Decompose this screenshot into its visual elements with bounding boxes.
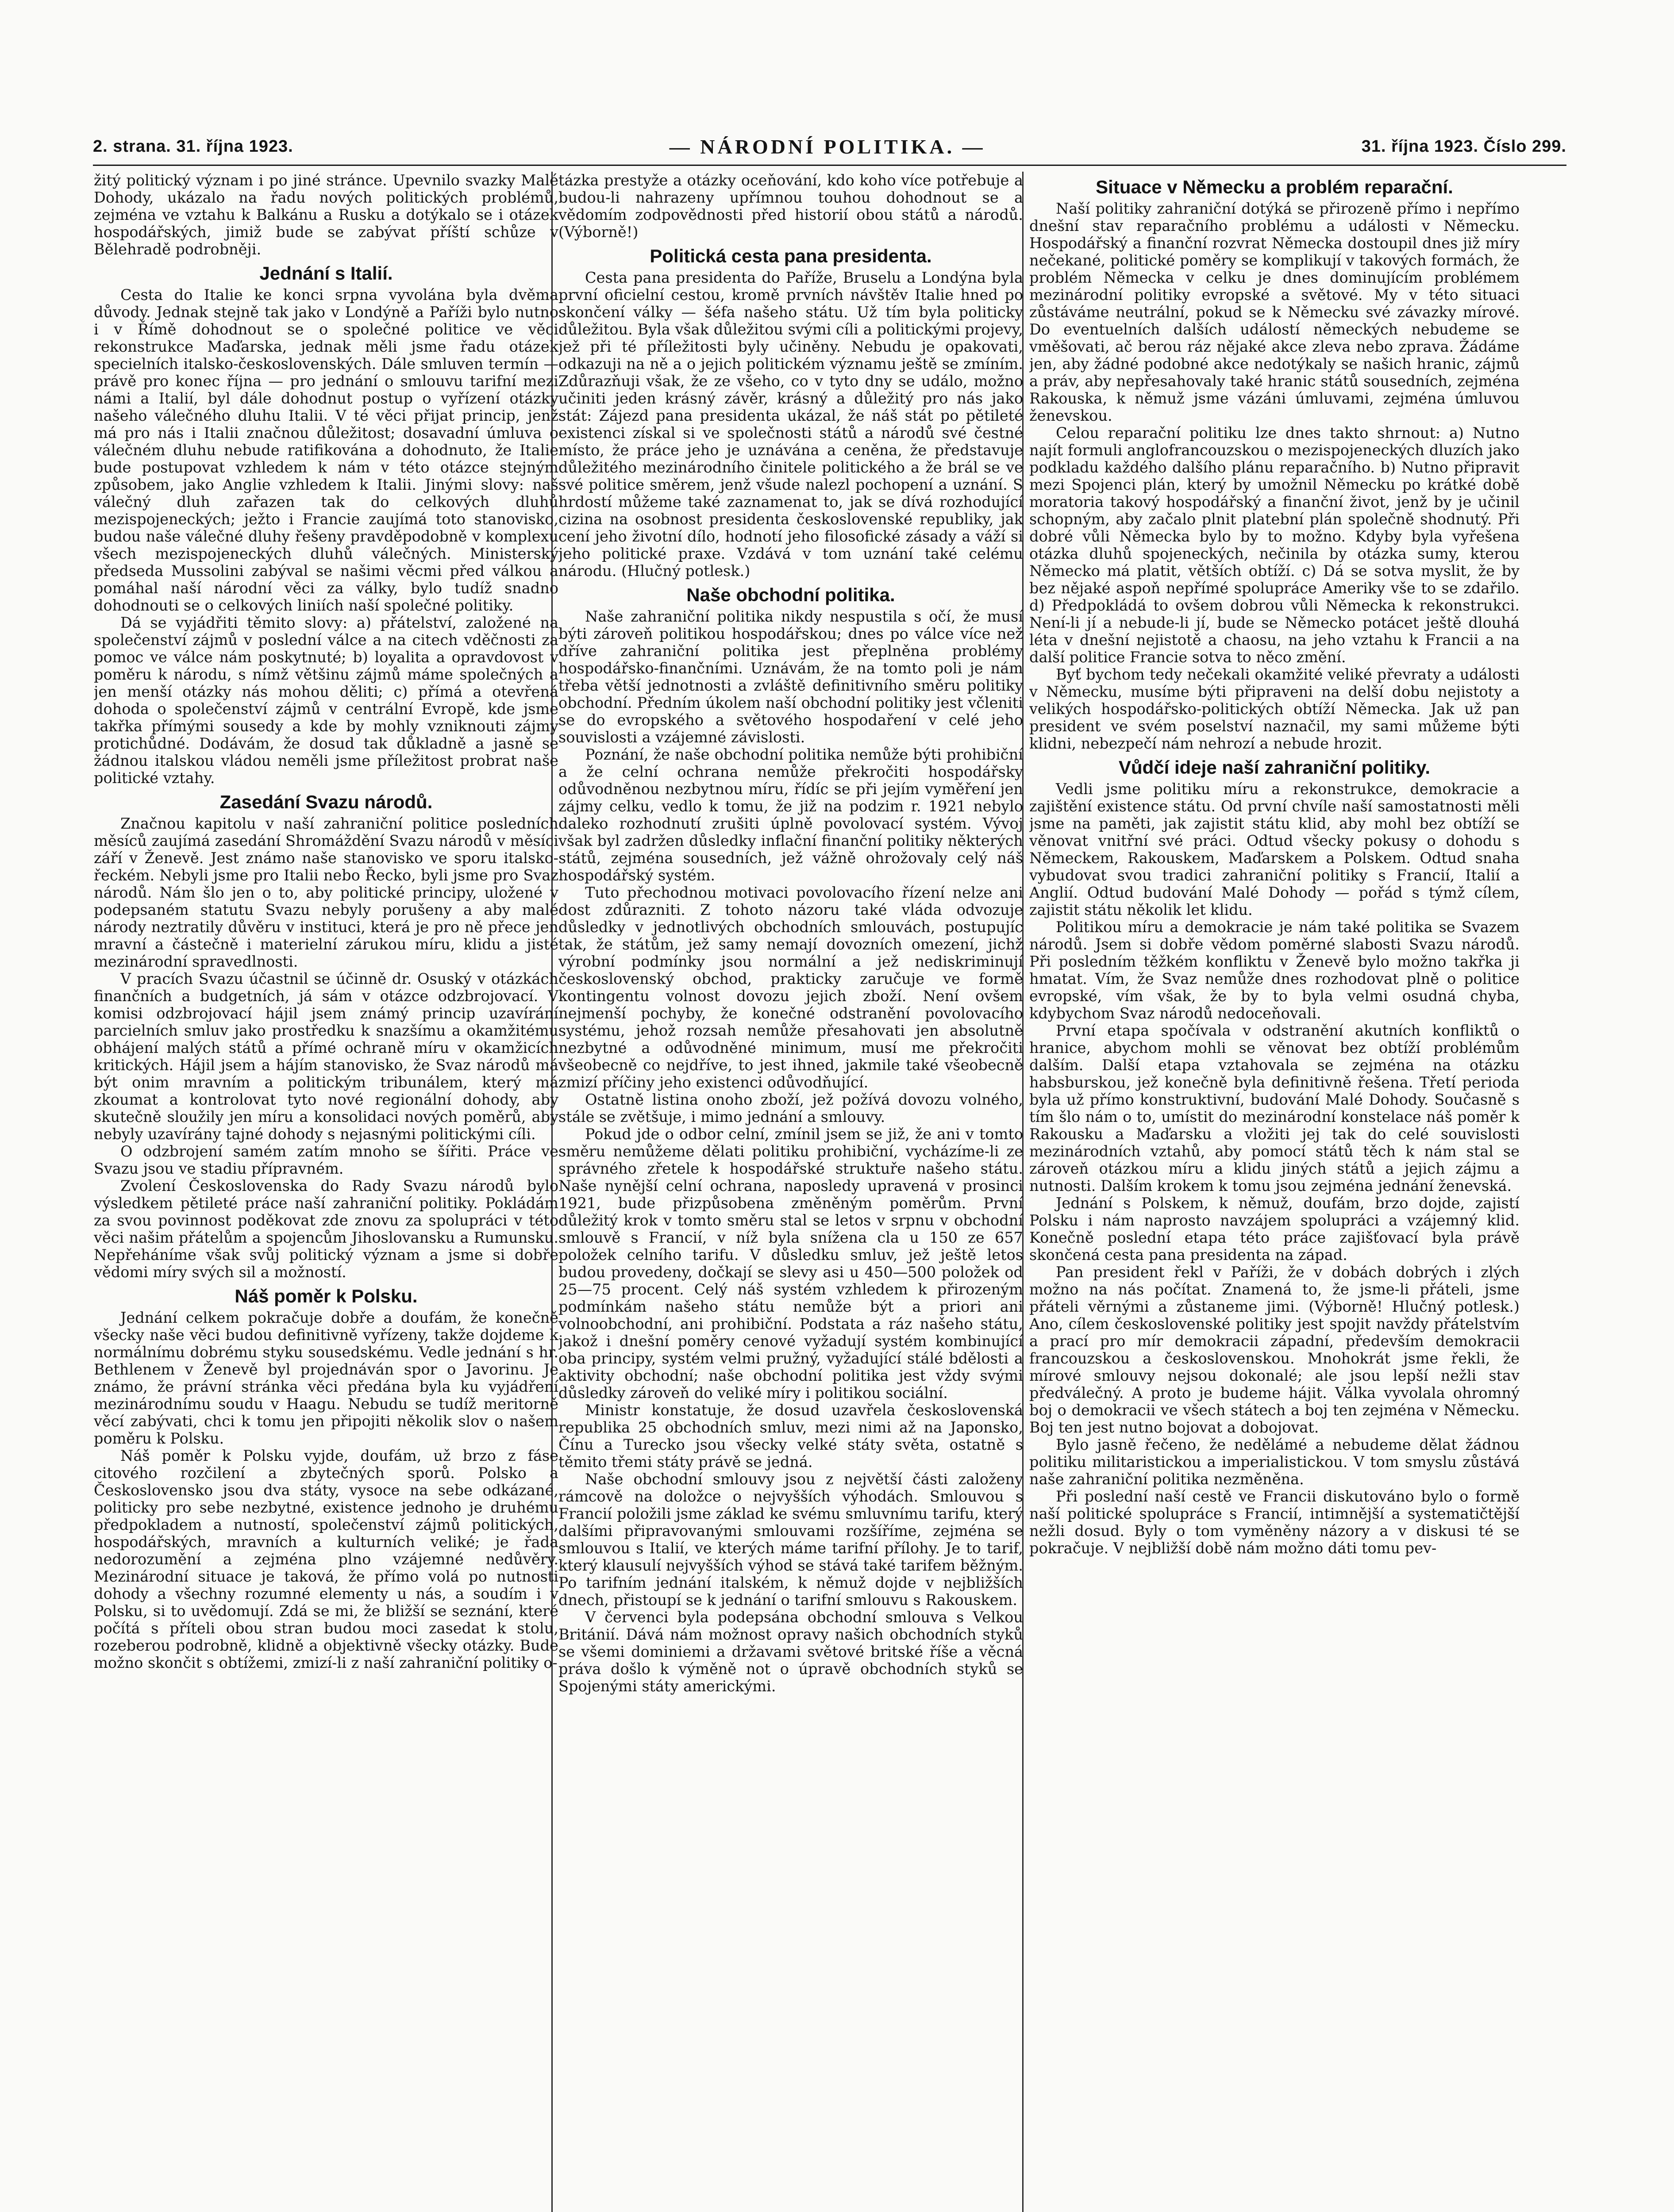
header-right: 31. října 1923. Číslo 299.: [1361, 137, 1566, 156]
section-heading: Vůdčí ideje naší zahraniční politiky.: [1118, 757, 1431, 778]
page-header: [93, 133, 1566, 160]
column-1: [94, 172, 558, 2212]
paragraph: Náš poměr k Polsku vyjde, doufám, už brzo z fáse citového rozčilení a zbytečných sporů. Polsko a Československo jsou dva státy, vysoce na sebe odkázané, politicky pro sebe nezbytné, existence jednoho je druhému předpokladem a nutností, společenství zájmů politických, hospodářských, mravních a kulturních veliké; je řada nedorozumění a zejména plno vzájemné nedůvěry. Mezinárodní situace je taková, že přímo volá po nutnosti dohody a všechny rozumné elementy u nás, a soudím i v Polsku, si to uvědomují. Zdá se mi, že bližší se seznání, které počítá s příteli obou stran budou moci zasedat k stolu, rozeberou podrobně, klidně a objektivně všecky otázky. Bude možno skončit s obtížemi, zmizí-li z naší zahraniční politiky o-: [94, 1447, 558, 1671]
paragraph: Pan president řekl v Paříži, že v dobách dobrých i zlých možno na nás počítat. Znamená to, že jsme-li přáteli, jsme přáteli věrnými a zůstaneme jimi. (Výborně! Hlučný potlesk.) Ano, cílem československé politiky jest spojit navždy přátelstvím a prací pro mír demokracii západní, především demokracii francouzskou a československou. Mnohokrát jsme řekli, že mírové smlouvy nejsou dokonalé; ale jsou lepší nežli stav předválečný. A proto je budeme hájit. Válka vyvolala ohromný boj o demokracii ve všech státech a boj ten zejména v Německu. Boj ten jest nutno bojovat a dobojovat.: [1029, 1263, 1520, 1436]
paragraph: žitý politický význam i po jiné stránce. Upevnilo svazky Malé Dohody, ukázalo na řadu nových politických problémů, zejména ve vztahu k Balkánu a Rusku a dotýkalo se i otázek hospodářských, jimiž bude se zabývat příští schůze v Bělehradě podrobněji.: [94, 172, 558, 258]
paragraph: Dá se vyjádřiti těmito slovy: a) přátelství, založené na společenství zájmů v poslední válce a na citech vděčnosti za pomoc ve válce nám poskytnuté; b) loyalita a opravdovost v poměru k národu, s nímž většinu zájmů máme společných a jen menší otázky nás mohou děliti; c) přímá a otevřená dohoda o společenství zájmů v centrální Evropě, kde jsme takřka přímými sousedy a kde by mohly vzniknouti zájmy protichůdné. Dodávám, že dosud tak důkladně a jasně se žádnou italskou vládou neměli jsme příležitost probrat naše politické vztahy.: [94, 614, 558, 787]
paragraph: Cesta do Italie ke konci srpna vyvolána byla dvěma důvody. Jednak stejně tak jako v Londýně a Paříži bylo nutno i v Římě dohodnout se o společné politice ve věci rekonstrukce Maďarska, jednak měli jsme řadu otázek specielních italsko-československých. Dále smluven termín — právě pro konec října — pro jednání o smlouvu tarifní mezi námi a Italií, byl dále dohodnut postup o vyřízení otázky našeho válečného dluhu Italii. V té věci přijat princip, jenž má pro nás i Italii značnou důležitost; dosavadní úmluva o válečném dluhu nebude ratifikována a dohodnuto, že Italie bude postupovat vzhledem k nám v této otázce stejným způsobem, jako Anglie vzhledem k Italii. Jinými slovy: naš válečný dluh zařazen tak do celkových dluhů mezispojeneckých; ježto i Francie zaujímá toto stanovisko, budou naše válečné dluhy řešeny pravděpodobně v komplexu všech mezispojeneckých dluhů válečných. Ministerský předseda Mussolini zabýval se našimi věcmi před válkou a pomáhal naší národní věci za války, bylo tudíž snadno dohodnouti se o celkových liniích naší společné politiky.: [94, 286, 558, 614]
paragraph: Naší politiky zahraniční dotýká se přirozeně přímo i nepřímo dnešní stav reparačního problému a události v Německu. Hospodářský a finanční rozvrat Německa dostoupil dnes již míry nečekané, politické poměry se komplikují v takových formách, že problém Německa v celku je dnes dominujícím problémem mezinárodní politiky evropské a světové. My v této situaci zůstáváme neutrální, pokud se k Německu své závazky mírové. Do eventuelních dalších událostí německých nebudeme se vměšovati, ač berou ráz nějaké akce zleva nebo zprava. Žádáme jen, aby žádné podobné akce nedotýkaly se našich hranic, zájmů a práv, aby nepřesahovaly také hranic států sousedních, zejména Rakouska, k němuž jsme vázáni úmluvami, zejména úmluvou ženevskou.: [1029, 200, 1520, 424]
section-heading: Naše obchodní politika.: [686, 584, 895, 605]
paragraph: Tuto přechodnou motivaci povolovacího řízení nelze ani dost zdůrazniti. Z tohoto názoru také vláda odvozuje důsledky v jednotlivých obchodních smlouvách, postupujíc tak, že státům, jež samy nemají dovozních omezení, jichž výrobní podmínky jsou normální a jež nediskriminují československý obchod, prakticky zaručuje ve formě kontingentu volnost dovozu jejich zboží. Není ovšem nejmenší pochyby, že konečné odstranění povolovacího systému, jehož rozsah nemůže přesahovati jen absolutně nezbytné a odůvodněné minimum, musí me překročiti všeobecně co nejdříve, to jest ihned, jakmile také všeobecně zmizí příčiny jeho existenci odůvodňující.: [558, 884, 1023, 1091]
section-heading: Zasedání Svazu národů.: [219, 791, 433, 812]
column-3: [1029, 172, 1520, 2212]
section-heading: Náš poměr k Polsku.: [235, 1286, 418, 1306]
paragraph: Vedli jsme politiku míru a rekonstrukce, demokracie a zajištění existence státu. Od první chvíle naší samostatnosti měli jsme na paměti, jak zajistit státu klid, aby mohl bez obtíží se věnovat vnitřní své práci. Odtud všecky pokusy o dohodu s Německem, Rakouskem, Maďarskem a Polskem. Odtud snaha vybudovat svou tradici zahraniční politiky s Francií, Italií a Anglií. Odtud budování Malé Dohody — pořád s týmž cílem, zajistit státu několik let klidu.: [1029, 780, 1520, 918]
paragraph: Bylo jasně řečeno, že nedělámé a nebudeme dělat žádnou politiku militaristickou a imperialistickou. V tom smyslu zůstává naše zahraniční politika nezměněna.: [1029, 1436, 1520, 1488]
header-rule: [93, 165, 1566, 166]
paragraph: Naše obchodní smlouvy jsou z největší části založeny rámcově na doložce o nejvyšších výhodách. Smlouvou s Francií položili jsme základ ke svému smluvnímu tarifu, který dalšími připravovanými smlouvami rozšíříme, zejména se smlouvou s Italií, ve kterých máme tarifní přílohy. Je to tarif, který klausulí nejvyšších výhod se stává také tarifem běžným. Po tarifním jednání italském, k němuž dojde v nejbližších dnech, přistoupí se k jednání o tarifní smlouvu s Rakouskem.: [558, 1471, 1023, 1609]
paragraph: Ostatně listina onoho zboží, jež požívá dovozu volného, stále se zvětšuje, i mimo jednání a smlouvy.: [558, 1091, 1023, 1125]
paragraph: První etapa spočívala v odstranění akutních konfliktů o hranice, abychom mohli se věnovat bez obtíží problémům dalším. Další etapa vztahovala se zejména na otázku habsburskou, jež konečně byla definitivně řešena. Třetí perioda byla už přímo konstruktivní, budování Malé Dohody. Současně s tím šlo nám o to, umístit do mezinárodní konstelace náš poměr k Rakousku a Maďarsku a vložiti jej tak do celé souvislosti mezinárodních vztahů, aby pomocí států těch k nám stal se zároveň otázkou míru a klidu jiných států a jejich zájmu a nutnosti. Dalším krokem k tomu jsou zejména jednání ženevská.: [1029, 1022, 1520, 1194]
section-heading: Situace v Německu a problém reparační.: [1096, 177, 1453, 197]
section-heading: Politická cesta pana presidenta.: [650, 246, 932, 266]
paragraph: Při poslední naší cestě ve Francii diskutováno bylo o formě naší politické spolupráce s Francií, intimnější a systematičtější nežli dosud. Byly o tom vyměněny názory a v diskusi té se pokračuje. V nejbližší době nám možno dáti tomu pev-: [1029, 1488, 1520, 1557]
paragraph: Poznání, že naše obchodní politika nemůže býti prohibiční a že celní ochrana nemůže překročiti hospodářsky odůvodněnou nezbytnou míru, řídíc se při jejím vyměření jen zájmy celku, vedlo k tomu, že již na podzim r. 1921 nebylo daleko rozhodnutí zrušiti úplně povolovací systém. Vývoj však byl zadržen důsledky inflační finanční politiky některých států, zejména sousedních, jež vážně ohrožovaly celý náš hospodářský systém.: [558, 746, 1023, 884]
paragraph: Ministr konstatuje, že dosud uzavřela československá republika 25 obchodních smluv, mezi nimi až na Japonsko, Čínu a Turecko jsou všecky velké státy světa, ostatně s těmito třemi státy právě se jedná.: [558, 1402, 1023, 1471]
paragraph: V pracích Svazu účastnil se účinně dr. Osuský v otázkách finančních a budgetních, já sám v otázce odzbrojovací. V komisi odzbrojovací hájil jsem známý princip uzavírání parcielních smluv jako prostředku k snazšímu a okamžitému obhájení malých států a přímé ochraně míru v okamžicích kritických. Hájil jsem a hájím stanovisko, že Svaz národů má být onim mravním a politickým tribunálem, který má zkoumat a kontrolovat tyto nové regionální dohody, aby skutečně sloužily jen míru a konsolidaci nových poměrů, aby nebyly uzavírány tajné dohody s nejasnými politickými cíli.: [94, 970, 558, 1143]
paragraph: Cesta pana presidenta do Paříže, Bruselu a Londýna byla první oficielní cestou, kromě prvních návštěv Italie hned po skončení války — šéfa našeho státu. Už tím byla politicky důležitou. Byla však důležitou svými cíli a politickými projevy, jež při té příležitosti byly učiněny. Nebudu je opakovati, odkazuji na ně a o jejich politickém významu ještě se zmíním. Zdůrazňuji však, že ze všeho, co v tyto dny se událo, možno učiniti jeden krásný závěr, krásný a důležitý pro nás jako stát: Zájezd pana presidenta ukázal, že náš stát po pětileté existenci získal si ve společnosti států a národů své čestné místo, že práce jeho je uznávána a ceněna, že představuje důležitého mezinárodního činitele politického a že brál se ve své politice směrem, jenž všude nalezl pochopení a uznání. S hrdostí můžeme také zaznamenat to, jak se dívá rozhodující cizina na osobnost presidenta československé republiky, jak cení jeho životní dílo, hodnotí jeho filosofické zásady a váží si jeho politické praxe. Vzdává v tom uznání také celému národu. (Hlučný potlesk.): [558, 269, 1023, 580]
paragraph: V červenci byla podepsána obchodní smlouva s Velkou Británií. Dává nám možnost opravy našich obchodních styků se všemi dominiemi a državami světové britské říše a věcná práva došlo k výměně not o úpravě obchodních styků se Spojenými státy americkými.: [558, 1609, 1023, 1695]
paragraph: Zvolení Československa do Rady Svazu národů bylo výsledkem pětileté práce naší zahraniční politiky. Pokládám za svou povinnost poděkovat zde znovu za spolupráci v této věci našim přátelům a spojencům Jihoslovansku a Rumunsku. Nepřeháníme však svůj politický význam a jsme si dobře vědomi míry svých sil a možností.: [94, 1177, 558, 1281]
paragraph: Celou reparační politiku lze dnes takto shrnout: a) Nutno najít formuli anglofrancouzskou o mezispojeneckých dluzích jako podkladu každého dalšího plánu reparačního. b) Nutno připravit mezi Spojenci plán, který by umožnil Německu po krátké době moratoria takový hospodářský a finanční život, jenž by je učinil schopným, aby začalo plnit platební plán společně shodnutý. Při dobré vůli Německa bylo by to možno. Kdyby byla vyřešena otázka dluhů spojeneckých, nečinila by otázka sumy, kterou Německo má platit, větších obtíží. c) Dá se sotva myslit, že by bez nějaké aspoň nepřímé spolupráce Ameriky vše to se zdařilo. d) Předpokládá to ovšem dobrou vůli Německa k rekonstrukci. Není-li jí a nebude-li jí, bude se Německo potácet ještě dlouhá léta v dnešní nejistotě a chaosu, na jeho vztahu k Francii a na další politice Francie sotva to něco změní.: [1029, 424, 1520, 666]
masthead: — NÁRODNÍ POLITIKA. —: [669, 135, 985, 158]
paragraph: Pokud jde o odbor celní, zmínil jsem se již, že ani v tomto směru nemůžeme dělati politiku prohibiční, vycházíme-li ze správného zřetele k hospodářské struktuře našeho státu. Naše nynější celní ochrana, naposledy upravená v prosinci 1921, bude přizpůsobena změněným poměrům. První důležitý krok v tomto směru stal se letos v srpnu v obchodní smlouvě s Francií, v níž byla snížena cla u 150 ze 657 položek celního tarifu. V důsledku smluv, jež ještě letos budou provedeny, dočkají se slevy asi u 450—500 položek od 25—75 procent. Celý náš systém vzhledem k přirozeným podmínkám našeho státu nemůže být a priori ani volnoobchodní, ani prohibiční. Podstata a ráz našeho státu, jakož i dnešní poměry cenové vyžadují systém kombinující oba principy, systém velmi pružný, vyžadující stálé bdělosti a aktivity obchodní; naše obchodní politika jest vždy svými důsledky zároveň do veliké míry i politikou sociální.: [558, 1125, 1023, 1402]
paragraph: Jednání celkem pokračuje dobře a doufám, že konečně všecky naše věci budou definitivně vyřízeny, takže dojdeme k normálnímu dobrému styku sousedskému. Vedle jednání s hr. Bethlenem v Ženevě byl projednáván spor o Javorinu. Je známo, že právní stránka věci předána byla ku vyjádření mezinárodnímu soudu v Haagu. Nebudu se tudíž meritorně věcí zabývati, chci k tomu jen připojiti několik slov o našem poměru k Polsku.: [94, 1309, 558, 1447]
paragraph: Naše zahraniční politika nikdy nespustila s očí, že musí býti zároveň politikou hospodářskou; dnes po válce více než dříve zahraniční politika jest přeplněna problémy hospodářsko-finančními. Uznávám, že na tomto poli je nám třeba větší jednotnosti a zvláště definitivního směru politiky obchodní. Předním úkolem naší obchodní politiky jest včleniti se do evropského a světového hospodaření v celé jeho souvislosti a vzájemné závislosti.: [558, 608, 1023, 746]
paragraph: Značnou kapitolu v naší zahraniční politice posledních měsíců zaujímá zasedání Shromáždění Svazu národů v měsíci září v Ženevě. Jest známo naše stanovisko ve sporu italsko-řeckém. Nebyli jsme pro Italii nebo Řecko, byli jsme pro Svaz národů. Nám šlo jen o to, aby politické principy, uložené v podepsaném statutu Svazu nebyly porušeny a aby malé národy neztratily důvěru v instituci, která je pro ně přece jen mravní a částečně i materielní zárukou míru, klidu a jisté mezinárodní spravedlnosti.: [94, 815, 558, 970]
section-heading: Jednání s Italií.: [259, 263, 393, 284]
paragraph: O odzbrojení samém zatím mnoho se šířiti. Práce ve Svazu jsou ve stadiu přípravném.: [94, 1143, 558, 1177]
paragraph: Byť bychom tedy nečekali okamžité veliké převraty a události v Německu, musíme býti připraveni na delší dobu nejistoty a velikých hospodářsko-politických obtíží Německa. Jak už pan president ve svém poselství naznačil, my sami můžeme býti klidni, nebezpečí nám nehrozí a nebude hrozit.: [1029, 666, 1520, 752]
header-left: 2. strana. 31. října 1923.: [93, 137, 293, 156]
paragraph: Politikou míru a demokracie je nám také politika se Svazem národů. Jsem si dobře vědom poměrné slabosti Svazu národů. Při posledním těžkém konfliktu v Ženevě bylo možno takřka ji hmatat. Vím, že Svaz nemůže dnes rozhodovat plně o politice evropské, vím však, že by to byla velmi osudná chyba, kdybychom Svaz národů nedoceňovali.: [1029, 918, 1520, 1022]
paragraph: Jednání s Polskem, k němuž, doufám, brzo dojde, zajistí Polsku i nám naprosto navzájem spolupráci a vzájemný klid. Konečně poslední etapa této práce zajišťovací byla právě skončená cesta pana presidenta na západ.: [1029, 1194, 1520, 1263]
column-2: [558, 172, 1023, 2212]
paragraph: tázka prestyže a otázky oceňování, kdo koho více potřebuje a budou-li nahrazeny upřímnou touhou dohodnout se a vědomím zodpovědnosti před historií obou států a národů. (Výborně!): [558, 172, 1023, 241]
